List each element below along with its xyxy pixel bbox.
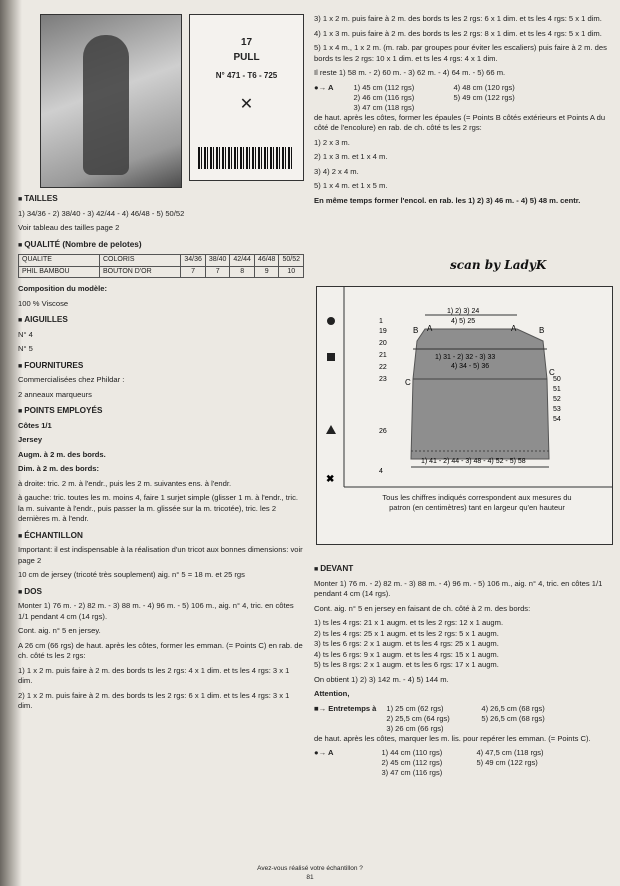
devant-attention: Attention,: [314, 689, 350, 698]
cell: 9: [254, 266, 279, 278]
page-number: 81: [306, 874, 314, 881]
size: 2) 45 cm (112 rgs): [381, 758, 443, 767]
point-a-left: A: [427, 324, 433, 333]
top-measure-2: 4) 5) 25: [451, 318, 476, 325]
epaules: de haut. après les côtes, former les épaules (= Points B côtés extérieurs et Points A du côté de l'encolure) en rab. de ch. côté ts les 2 rgs:: [314, 112, 606, 132]
yarn-table: [18, 254, 304, 278]
point-c-left: C: [405, 378, 411, 387]
right-num: 50: [553, 376, 561, 383]
size: 3) 26 cm (66 rgs): [386, 723, 444, 733]
needles-icon: ✕: [239, 96, 254, 113]
right-column-top: [314, 14, 610, 210]
cell: 42/44: [230, 255, 255, 267]
devant-a-label: ●→ A: [314, 748, 334, 757]
tailles-heading: ■ TAILLES: [18, 194, 304, 206]
entre-row: [314, 704, 610, 734]
devant-a-row: [314, 748, 610, 778]
reste: Il reste 1) 58 m. - 2) 60 m. - 3) 62 m. - 4) 64 m. - 5) 66 m.: [314, 68, 506, 77]
dos-p1: Monter 1) 76 m. - 2) 82 m. - 3) 88 m. - 4) 96 m. - 5) 106 m., aig. n° 4, tric. en côtes 1/1 pendant 4 cm (14 rgs).: [18, 601, 294, 621]
schema-caption: Tous les chiffres indiqués correspondent aux mesures du patron (en centimètres) tant en largeur qu'en hauteur: [382, 493, 572, 512]
cell: PHIL BAMBOU: [19, 266, 100, 278]
cell: 10: [279, 266, 304, 278]
left-num: 22: [379, 364, 387, 371]
pattern-info-box: [189, 14, 304, 181]
a-label: ●→ A: [314, 82, 334, 92]
num-4: 4: [379, 468, 383, 475]
pattern-reference: N° 471 - T6 - 725: [215, 71, 278, 80]
pattern-number: 17: [240, 37, 253, 48]
points-heading: ■ POINTS EMPLOYÉS: [18, 406, 304, 418]
devant-p2: Cont. aig. n° 5 en jersey en faisant de ch. côté à 2 m. des bords:: [314, 603, 531, 613]
a-row: [314, 83, 610, 113]
point-b-left: B: [413, 326, 419, 335]
qualite-heading: ■ QUALITÉ (Nombre de pelotes): [18, 240, 304, 252]
e3: 3) 4) 2 x 4 m.: [314, 166, 359, 176]
left-num: 23: [379, 376, 387, 383]
cell: 50/52: [279, 255, 304, 267]
yarn-table-header: [19, 255, 304, 267]
marker-circle: [327, 317, 335, 325]
left-num: 20: [379, 340, 387, 347]
cell: QUALITE: [19, 255, 100, 267]
dos-p2: Cont. aig. n° 5 en jersey.: [18, 626, 101, 635]
cell: BOUTON D'OR: [100, 266, 181, 278]
tailles-sizes: 1) 34/36 - 2) 38/40 - 3) 42/44 - 4) 46/48 - 5) 50/52: [18, 208, 185, 218]
cell: 38/40: [205, 255, 230, 267]
r2: 4) 1 x 3 m. puis faire à 2 m. des bords ts les 2 rgs: 8 x 1 dim. et ts les 4 rgs: 5 x 1 dim.: [314, 28, 602, 38]
jersey: Jersey: [18, 435, 43, 444]
cell: 7: [181, 266, 206, 278]
echantillon-heading: ■ ÉCHANTILLON: [18, 531, 304, 543]
dim-gauche: à gauche: tric. toutes les m. moins 4, faire 1 surjet simple (glisser 1 m. à l'endr., tric. la m. suivante à l'endr., puis passer la m. glissée sur la m. tricotée), tric. les 2 dernières m. à l'endr.: [18, 493, 298, 523]
devant-haut: de haut. après les côtes, marquer les m. lis. pour repérer les emman. (= Points C).: [314, 733, 591, 743]
aiguilles-heading: ■ AIGUILLES: [18, 315, 304, 327]
size: 1) 44 cm (110 rgs): [381, 748, 443, 757]
point-c-right: C: [549, 368, 555, 377]
num-26: 26: [379, 428, 387, 435]
r1: 3) 1 x 2 m. puis faire à 2 m. des bords ts les 2 rgs: 6 x 1 dim. et ts les 4 rgs: 5 x 1 dim.: [314, 14, 602, 23]
e1: 1) 2 x 3 m.: [314, 137, 350, 147]
bottom-measure: 1) 41 - 2) 44 - 3) 48 - 4) 52 - 5) 58: [421, 458, 526, 465]
left-num: 19: [379, 328, 387, 335]
mid-measure-2: 4) 34 - 5) 36: [451, 363, 490, 370]
size: 1) 25 cm (62 rgs): [386, 703, 444, 713]
top-measure: 1) 2) 3) 24: [447, 308, 480, 315]
size: 1) 45 cm (112 rgs): [353, 82, 415, 92]
cell: 46/48: [254, 255, 279, 267]
right-num: 52: [553, 396, 561, 403]
garment-schema: [316, 286, 613, 545]
marker-x: ✖: [326, 474, 335, 485]
size: 2) 46 cm (116 rgs): [353, 92, 415, 102]
barcode: [198, 147, 294, 169]
size: 4) 48 cm (120 rgs): [453, 82, 515, 92]
right-column-bottom: [314, 558, 610, 778]
entre-label: ■→ Entretemps à: [314, 703, 377, 713]
scan-watermark: scan by LadyK: [450, 258, 547, 272]
tailles-ref: Voir tableau des tailles page 2: [18, 223, 120, 232]
footer-text: Avez-vous réalisé votre échantillon ?: [257, 865, 363, 872]
model-figure: [83, 35, 129, 175]
devant-p1: Monter 1) 76 m. - 2) 82 m. - 3) 88 m. - 4) 96 m. - 5) 106 m., aig. n° 4, tric. en côtes 1/1 pendant 4 cm (14 rgs).: [314, 578, 603, 598]
size: 5) 49 cm (122 rgs): [453, 92, 515, 102]
fournitures-heading: ■ FOURNITURES: [18, 361, 304, 373]
pattern-title: PULL: [233, 52, 260, 63]
e2: 2) 1 x 3 m. et 1 x 4 m.: [314, 152, 388, 161]
devant-l2: 2) ts les 4 rgs: 25 x 1 augm. et ts les 2 rgs: 5 x 1 augm.: [314, 628, 499, 638]
cotes: Côtes 1/1: [18, 420, 52, 430]
echantillon-important: Important: il est indispensable à la réalisation d'un tricot aux bonnes dimensions: voir page 2: [18, 545, 303, 565]
cell: 7: [205, 266, 230, 278]
devant-heading: ■ DEVANT: [314, 564, 610, 576]
dim-droite: à droite: tric. 2 m. à l'endr., puis les 2 m. suivantes ens. à l'endr.: [18, 478, 232, 488]
cell: 34/36: [181, 255, 206, 267]
cell: COLORIS: [100, 255, 181, 267]
fournitures-line2: 2 anneaux marqueurs: [18, 389, 92, 399]
composition-label: Composition du modèle:: [18, 284, 108, 293]
size: 5) 49 cm (122 rgs): [476, 758, 538, 767]
fournitures-line1: Commercialisées chez Phildar :: [18, 375, 125, 384]
meme-temps: En même temps former l'encol. en rab. les 1) 2) 3) 46 m. - 4) 5) 48 m. centr.: [314, 195, 581, 205]
marker-triangle: [326, 425, 336, 434]
echantillon-gauge: 10 cm de jersey (tricoté très souplement) aig. n° 5 = 18 m. et 25 rgs: [18, 570, 245, 579]
size: 3) 47 cm (116 rgs): [381, 768, 443, 777]
cell: 8: [230, 266, 255, 278]
devant-l1: 1) ts les 4 rgs: 21 x 1 augm. et ts les 2 rgs: 12 x 1 augm.: [314, 618, 504, 627]
aiguille-4: N° 4: [18, 329, 33, 339]
right-num: 54: [553, 416, 561, 423]
devant-obtient: On obtient 1) 2) 3) 142 m. - 4) 5) 144 m.: [314, 674, 449, 684]
yarn-table-row: [19, 266, 304, 278]
r3: 5) 1 x 4 m., 1 x 2 m. (m. rab. par groupes pour éviter les escaliers) puis faire à 2 m. des bords ts les 2 rgs: 10 x 1 dim. et ts les 4 rgs: 4 x 1 dim.: [314, 43, 607, 63]
size: 3) 47 cm (118 rgs): [353, 102, 415, 112]
dim: Dim. à 2 m. des bords:: [18, 464, 100, 473]
size: 4) 26,5 cm (68 rgs): [481, 703, 545, 713]
point-b-right: B: [539, 326, 545, 335]
page-footer: [220, 864, 400, 882]
augm: Augm. à 2 m. des bords.: [18, 449, 106, 459]
dos-p5: 2) 1 x 2 m. puis faire à 2 m. des bords ts les 2 rgs: 6 x 1 dim. et ts les 4 rgs: 3 x 1 dim.: [18, 690, 290, 710]
e4: 5) 1 x 4 m. et 1 x 5 m.: [314, 181, 388, 190]
dos-p4: 1) 1 x 2 m. puis faire à 2 m. des bords ts les 2 rgs: 4 x 1 dim. et ts les 4 rgs: 3 x 1 dim.: [18, 665, 290, 685]
entre-sizes: [386, 704, 581, 734]
dos-heading: ■ DOS: [18, 587, 304, 599]
size: 2) 25,5 cm (64 rgs): [386, 713, 450, 723]
a-sizes: [354, 83, 554, 113]
right-num: 53: [553, 406, 561, 413]
left-column: [18, 188, 304, 716]
devant-l3: 3) ts les 6 rgs: 2 x 1 augm. et ts les 4 rgs: 25 x 1 augm.: [314, 639, 499, 648]
dos-p3: A 26 cm (66 rgs) de haut. après les côtes, former les emman. (= Points C) en rab. de ch. côté ts les 2 rgs:: [18, 640, 303, 660]
marker-square: [327, 353, 335, 361]
devant-l5: 5) ts les 8 rgs: 2 x 1 augm. et ts les 6 rgs: 17 x 1 augm.: [314, 660, 499, 669]
composition-value: 100 % Viscose: [18, 298, 69, 308]
left-num: 1: [379, 318, 383, 325]
size: 4) 47,5 cm (118 rgs): [476, 748, 544, 757]
mid-measure: 1) 31 - 2) 32 - 3) 33: [435, 354, 496, 361]
model-photo: [40, 14, 182, 188]
size: 5) 26,5 cm (68 rgs): [481, 713, 545, 723]
aiguille-5: N° 5: [18, 344, 33, 353]
right-num: 51: [553, 386, 561, 393]
left-num: 21: [379, 352, 387, 359]
devant-a-sizes: [382, 748, 577, 778]
point-a-right: A: [511, 324, 517, 333]
devant-l4: 4) ts les 6 rgs: 9 x 1 augm. et ts les 4 rgs: 15 x 1 augm.: [314, 649, 499, 659]
